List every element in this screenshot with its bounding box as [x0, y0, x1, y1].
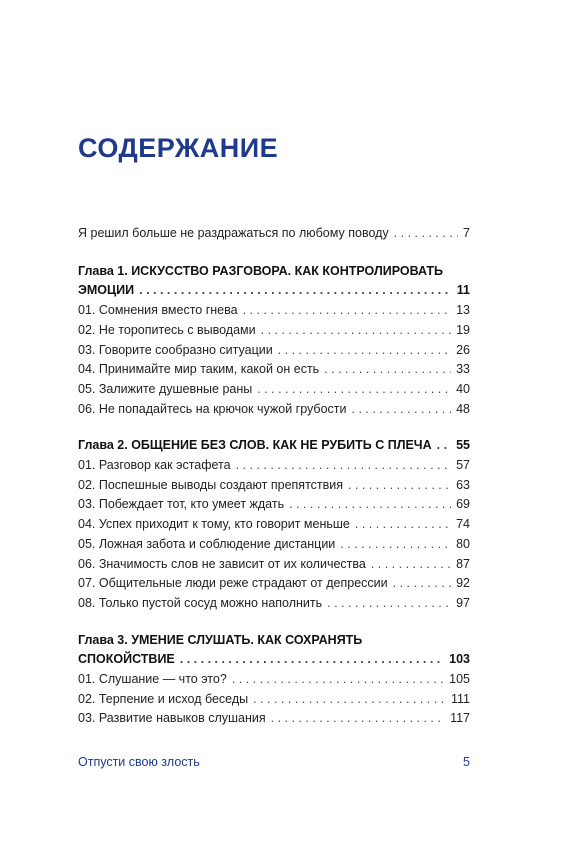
- chapter-heading: [78, 436, 470, 456]
- section-page: 105: [449, 672, 470, 687]
- toc-section: [78, 456, 470, 476]
- section-title: 06. Не попадайтесь на крючок чужой грубости: [78, 401, 347, 416]
- leader-dots: [257, 380, 451, 400]
- section-page: 48: [456, 401, 470, 416]
- leader-dots: [355, 515, 451, 535]
- leader-dots: [236, 456, 452, 476]
- chapter-heading: [78, 631, 470, 670]
- leader-dots: [253, 690, 446, 710]
- chapter-page: 55: [456, 438, 470, 453]
- section-page: 80: [456, 536, 470, 551]
- page-number: 5: [463, 755, 470, 769]
- leader-dots: [243, 301, 452, 321]
- section-title: 08. Только пустой сосуд можно наполнить: [78, 595, 323, 610]
- toc-section: [78, 515, 470, 535]
- section-title: 02. Поспешные выводы создают препятствия: [78, 477, 344, 492]
- leader-dots: [324, 360, 451, 380]
- chapter-heading: [78, 262, 470, 301]
- chapter-title-line1: Глава 2. ОБЩЕНИЕ БЕЗ СЛОВ. КАК НЕ РУБИТЬ С ПЛЕЧА: [78, 438, 432, 453]
- leader-dots: [289, 495, 451, 515]
- toc-entry-title: Я решил больше не раздражаться по любому поводу: [78, 226, 389, 240]
- toc-section: [78, 321, 470, 341]
- section-title: 01. Сомнения вместо гнева: [78, 303, 238, 318]
- section-page: 40: [456, 381, 470, 396]
- section-title: 06. Значимость слов не зависит от их количества: [78, 556, 366, 571]
- section-page: 74: [456, 517, 470, 532]
- section-page: 97: [456, 595, 470, 610]
- section-page: 57: [456, 458, 470, 473]
- section-title: 03. Развитие навыков слушания: [78, 711, 266, 726]
- leader-dots: [232, 670, 444, 690]
- leader-dots: [180, 650, 444, 670]
- section-title: 03. Побеждает тот, кто умеет ждать: [78, 497, 285, 512]
- chapter-title-row: [78, 436, 470, 456]
- section-page: 117: [450, 711, 470, 726]
- section-page: 87: [456, 556, 470, 571]
- section-title: 03. Говорите сообразно ситуации: [78, 342, 273, 357]
- chapter-title-line1: Глава 1. ИСКУССТВО РАЗГОВОРА. КАК КОНТРОЛИРОВАТЬ: [78, 263, 444, 278]
- leader-dots: [139, 281, 452, 301]
- leader-dots: [371, 555, 451, 575]
- leader-dots: [261, 321, 451, 341]
- leader-dots: [394, 224, 458, 244]
- section-title: 04. Успех приходит к тому, кто говорит меньше: [78, 517, 350, 532]
- section-page: 69: [456, 497, 470, 512]
- chapter-page: 11: [456, 283, 470, 298]
- leader-dots: [327, 594, 451, 614]
- chapter-title-line2: ЭМОЦИИ: [78, 283, 135, 298]
- section-title: 05. Ложная забота и соблюдение дистанции: [78, 536, 336, 551]
- section-title: 02. Не торопитесь с выводами: [78, 322, 256, 337]
- toc-section: [78, 690, 470, 710]
- toc-section: [78, 670, 470, 690]
- chapter-title-row: [78, 650, 470, 670]
- section-page: 33: [456, 362, 470, 377]
- leader-dots: [393, 574, 451, 594]
- leader-dots: [340, 535, 451, 555]
- chapter-title-row: [78, 281, 470, 301]
- toc-chapter-2: [78, 436, 470, 613]
- section-title: 07. Общительные люди реже страдают от депрессии: [78, 576, 388, 591]
- toc-section: [78, 476, 470, 496]
- section-title: 01. Слушание — что это?: [78, 672, 227, 687]
- toc-entry-page: 7: [463, 226, 470, 240]
- section-title: 04. Принимайте мир таким, какой он есть: [78, 362, 320, 377]
- section-page: 111: [450, 691, 470, 706]
- toc-section: [78, 341, 470, 361]
- section-page: 26: [456, 342, 470, 357]
- toc-section: [78, 535, 470, 555]
- table-of-contents: [78, 224, 470, 746]
- toc-section: [78, 574, 470, 594]
- toc-section: [78, 594, 470, 614]
- toc-chapter-3: [78, 631, 470, 730]
- section-page: 63: [456, 477, 470, 492]
- toc-section: [78, 360, 470, 380]
- toc-section: [78, 709, 470, 729]
- chapter-page: 103: [449, 652, 470, 667]
- leader-dots: [278, 341, 451, 361]
- page-footer: [78, 755, 470, 769]
- section-page: 13: [456, 303, 470, 318]
- leader-dots: [271, 709, 445, 729]
- chapter-title-line1: Глава 3. УМЕНИЕ СЛУШАТЬ. КАК СОХРАНЯТЬ: [78, 632, 363, 647]
- section-title: 05. Залижите душевные раны: [78, 381, 253, 396]
- section-title: 02. Терпение и исход беседы: [78, 691, 249, 706]
- toc-section: [78, 301, 470, 321]
- toc-section: [78, 555, 470, 575]
- section-title: 01. Разговор как эстафета: [78, 458, 231, 473]
- running-title: Отпусти свою злость: [78, 755, 200, 769]
- leader-dots: [352, 400, 452, 420]
- leader-dots: [348, 476, 451, 496]
- toc-preface: [78, 224, 470, 244]
- toc-section: [78, 380, 470, 400]
- chapter-title-line2: СПОКОЙСТВИЕ: [78, 652, 175, 667]
- toc-chapter-1: [78, 262, 470, 420]
- section-page: 19: [456, 322, 470, 337]
- toc-section: [78, 495, 470, 515]
- page-title: СОДЕРЖАНИЕ: [78, 133, 279, 163]
- section-page: 92: [456, 576, 470, 591]
- leader-dots: [437, 436, 451, 456]
- toc-section: [78, 400, 470, 420]
